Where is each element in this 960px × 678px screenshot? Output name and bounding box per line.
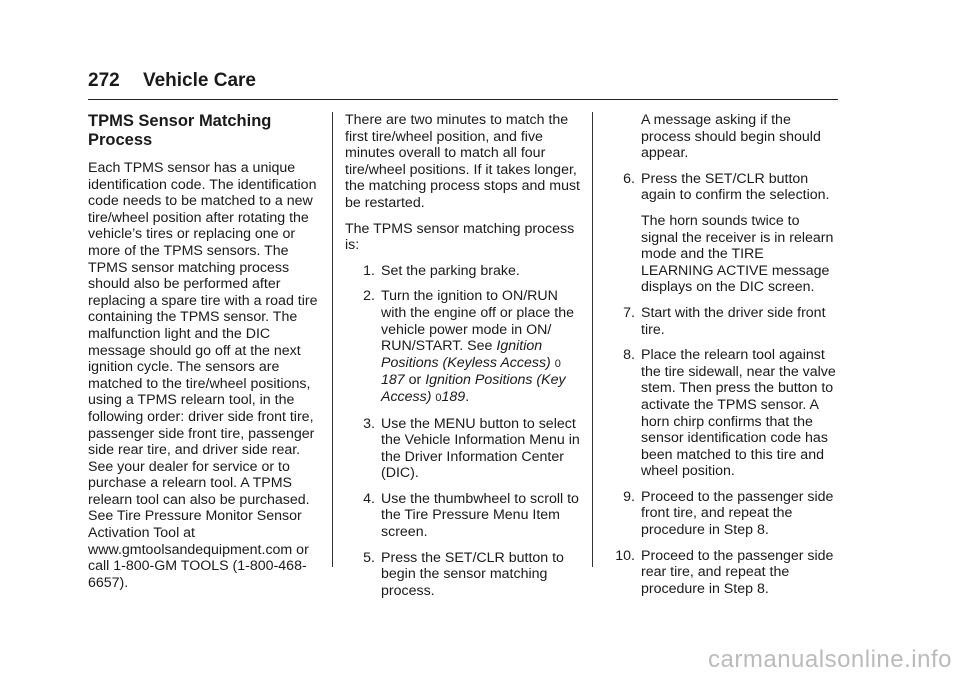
step-text: Set the parking brake. [381, 262, 520, 279]
cross-reference-link[interactable]: Ignition Positions (Key Access) [381, 372, 566, 405]
step-10 [605, 548, 837, 598]
step-3 [345, 416, 580, 482]
intro-paragraph: There are two minutes to match the first tire/wheel position, and five minutes overall to match all four tire/wheel positions. If it takes longer, the matching process stops and must be restarted. [345, 112, 581, 211]
step-number: 7. [623, 304, 635, 321]
page-number: 272 [88, 70, 120, 91]
step-text: Proceed to the passenger side rear tire, and repeat the procedure in Step 8. [641, 547, 834, 597]
column-2 [345, 112, 580, 608]
step-number: 1. [363, 262, 375, 279]
step-number: 4. [363, 490, 375, 507]
step-5 [345, 550, 580, 600]
step-text: Place the relearn tool against the tire sidewall, near the valve stem. Then press the button to activate the TPMS sensor. A horn chirp confirms that the sensor identification code has been matched to this tire and wheel position. [641, 347, 836, 480]
column-divider-2 [592, 112, 593, 567]
step-6-note: The horn sounds twice to signal the receiver is in relearn mode and the TIRE LEARNING ACTIVE message displays on the DIC screen. [641, 212, 834, 296]
step-number: 3. [363, 415, 375, 432]
cross-reference-page[interactable]: 189 [441, 388, 466, 405]
step-1 [345, 263, 580, 280]
cross-reference-page[interactable]: 187 [381, 372, 405, 389]
column-1 [88, 112, 322, 600]
page-header [88, 70, 256, 92]
step-6 [605, 171, 837, 204]
page-reference-icon: 0 [554, 357, 561, 370]
watermark: carmanualsonline.info [708, 646, 952, 673]
step-number: 5. [363, 549, 375, 566]
step-number: 10. [615, 547, 635, 564]
step-4 [345, 491, 580, 541]
step-text: Use the MENU button to select the Vehicle Information Menu in the Driver Information Center (DIC). [381, 415, 580, 482]
step-7 [605, 305, 837, 338]
step-number: 2. [363, 288, 375, 305]
page-reference-icon: 0 [435, 391, 442, 404]
step-number: 8. [623, 347, 635, 364]
step-number: 9. [623, 488, 635, 505]
step-5-note: A message asking if the process should begin should appear. [641, 112, 821, 162]
step-text: Proceed to the passenger side front tire, and repeat the procedure in Step 8. [641, 488, 834, 539]
step-text: Use the thumbwheel to scroll to the Tire Pressure Menu Item screen. [381, 490, 579, 541]
step-8 [605, 347, 837, 480]
section-title: Vehicle Care [142, 70, 257, 91]
step-text: Press the SET/CLR button again to confirm the selection. [641, 170, 830, 204]
lead-paragraph: The TPMS sensor matching process is: [345, 220, 575, 254]
step-text: Press the SET/CLR button to begin the sensor matching process. [381, 549, 564, 599]
conjunction-text: or [408, 372, 422, 389]
header-rule [88, 99, 838, 100]
column-3 [605, 112, 837, 606]
section-heading: TPMS Sensor Matching Process [88, 112, 272, 149]
step-text: Turn the ignition to ON/RUN with the engine off or place the vehicle power mode in ON/ RUN/START. See [381, 288, 574, 355]
body-paragraph: Each TPMS sensor has a unique identification code. The identification code needs to be matched to a new tire/wheel position after rotating the vehicle’s tires or replacing one or more of the TPMS sensors. The TPMS sensor matching process should also be performed after replacing a spare tire with a road tire containing the TPMS sensor. The malfunction light and the DIC message should go off at the next ignition cycle. The sensors are matched to the tire/wheel positions, using a TPMS relearn tool, in the following order: driver side front tire, passenger side front tire, passenger side rear tire, and driver side rear. See your dealer for service or to purchase a relearn tool. A TPMS relearn tool can also be purchased. See Tire Pressure Monitor Sensor Activation Tool at www.gmtoolsandequipment.com or call 1-800-GM TOOLS (1-800-468-6657). [88, 160, 318, 591]
step-number: 6. [623, 170, 635, 187]
cross-reference-link[interactable]: Ignition Positions (Keyless Access) [381, 338, 551, 371]
column-divider-1 [332, 112, 333, 567]
step-text: Start with the driver side front tire. [641, 304, 826, 338]
step-9 [605, 489, 837, 539]
step-2: 2. Turn the ignition to ON/RUN with the engine off or place the vehicle power mode in ON/ RUN/START. See Ignition Positions (Keyless Access) 0 187 or Ignition Positions (Key Access) 0189. [345, 288, 580, 406]
